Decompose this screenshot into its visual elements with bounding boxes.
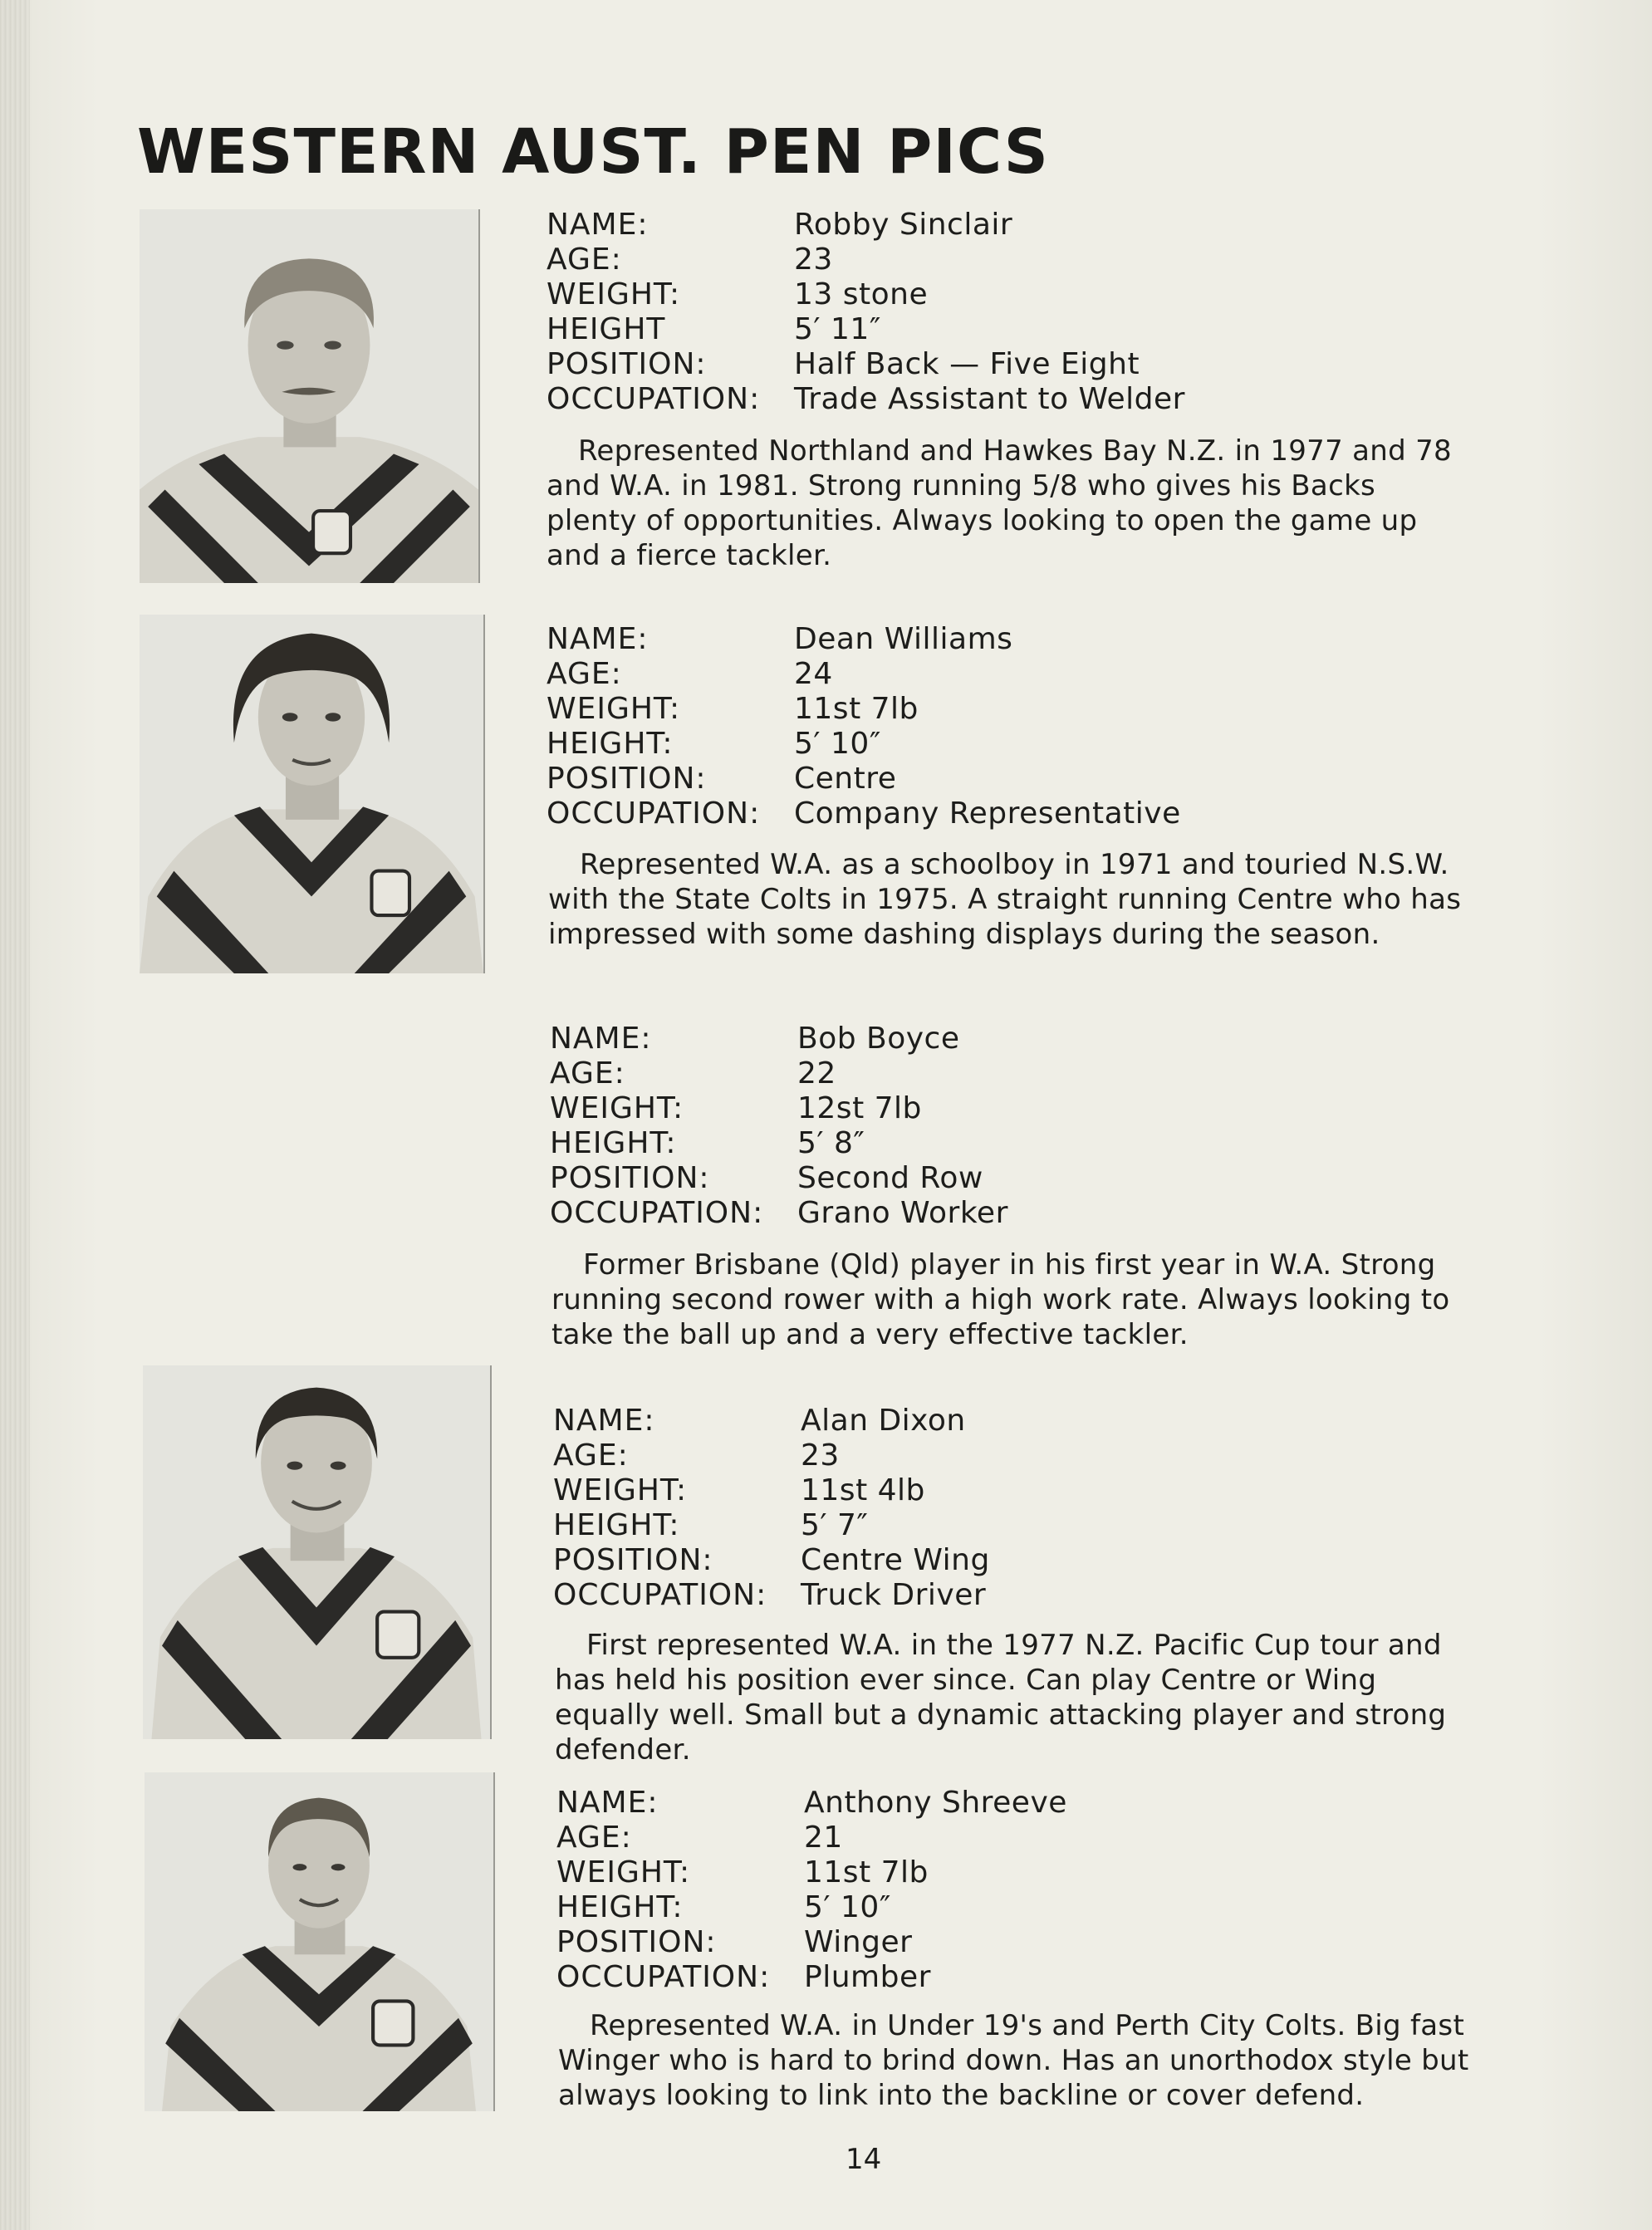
player-stats xyxy=(550,1022,1008,1231)
player-occupation: Truck Driver xyxy=(801,1578,987,1612)
stat-row-weight xyxy=(556,1855,1067,1890)
player-stats xyxy=(556,1786,1067,1995)
stat-row-weight xyxy=(553,1473,990,1508)
player-weight: 11st 7lb xyxy=(794,692,919,726)
stat-label: AGE: xyxy=(547,657,622,691)
player-name: Bob Boyce xyxy=(797,1022,960,1056)
player-portrait-image xyxy=(140,615,483,973)
stat-row-position xyxy=(556,1925,1067,1960)
stat-row-height xyxy=(547,312,1185,347)
stat-label: AGE: xyxy=(553,1438,629,1473)
player-height: 5′ 8″ xyxy=(797,1126,865,1160)
stat-label: WEIGHT: xyxy=(553,1473,688,1507)
player-height: 5′ 11″ xyxy=(794,312,881,346)
stat-label: WEIGHT: xyxy=(556,1855,691,1889)
player-weight: 13 stone xyxy=(794,277,929,311)
stat-row-position xyxy=(547,347,1185,382)
stat-label: POSITION: xyxy=(550,1161,710,1195)
stat-label: OCCUPATION: xyxy=(553,1578,767,1612)
stat-row-height xyxy=(547,727,1181,762)
player-stats xyxy=(547,208,1185,417)
player-portrait-image xyxy=(145,1772,493,2111)
player-occupation: Trade Assistant to Welder xyxy=(794,382,1185,416)
stat-label: NAME: xyxy=(553,1404,655,1438)
player-photo xyxy=(143,1365,492,1739)
stat-label: NAME: xyxy=(550,1022,652,1056)
stat-label: WEIGHT: xyxy=(550,1091,684,1125)
stat-row-occupation xyxy=(550,1196,1008,1231)
stat-row-age xyxy=(547,657,1181,692)
stat-row-position xyxy=(553,1543,990,1578)
player-age: 22 xyxy=(797,1056,836,1090)
player-photo xyxy=(145,1772,495,2111)
player-name: Dean Williams xyxy=(794,622,1013,656)
player-bio: Represented W.A. in Under 19's and Perth City Colts. Big fast Winger who is hard to brind down. Has an unorthodox style but always looking to link into the backline or cover defend. xyxy=(558,2009,1469,2112)
player-photo xyxy=(140,209,480,583)
stat-row-name xyxy=(556,1786,1067,1821)
stat-row-occupation xyxy=(547,796,1181,831)
player-position: Winger xyxy=(804,1925,913,1959)
player-height: 5′ 7″ xyxy=(801,1508,869,1542)
stat-label: HEIGHT: xyxy=(547,727,674,761)
stat-label: NAME: xyxy=(547,622,649,656)
stat-row-name xyxy=(553,1404,990,1438)
stat-row-age xyxy=(556,1821,1067,1855)
stat-label: WEIGHT: xyxy=(547,692,681,726)
player-bio: First represented W.A. in the 1977 N.Z. Pacific Cup tour and has held his position ever since. Can play Centre or Wing equally well. Small but a dynamic attacking player and strong defender. xyxy=(555,1629,1447,1767)
stat-row-age xyxy=(553,1438,990,1473)
player-age: 23 xyxy=(801,1438,840,1473)
player-weight: 12st 7lb xyxy=(797,1091,922,1125)
stat-row-age xyxy=(550,1056,1008,1091)
player-name: Alan Dixon xyxy=(801,1404,966,1438)
stat-label: POSITION: xyxy=(547,762,707,796)
stat-row-name xyxy=(547,208,1185,243)
player-age: 21 xyxy=(804,1821,843,1855)
stat-label: HEIGHT: xyxy=(556,1890,684,1924)
stat-label: AGE: xyxy=(550,1056,625,1090)
player-height: 5′ 10″ xyxy=(804,1890,891,1924)
player-age: 23 xyxy=(794,243,833,277)
player-portrait-image xyxy=(140,209,478,583)
page-title: WESTERN AUST. PEN PICS xyxy=(137,116,1049,188)
player-bio: Former Brisbane (Qld) player in his first year in W.A. Strong running second rower with a high work rate. Always looking to take the ball up and a very effective tackler. xyxy=(551,1248,1450,1351)
player-height: 5′ 10″ xyxy=(794,727,881,761)
stat-label: NAME: xyxy=(556,1786,659,1820)
stat-label: HEIGHT: xyxy=(553,1508,680,1542)
stat-row-position xyxy=(547,762,1181,796)
stat-label: OCCUPATION: xyxy=(547,796,761,831)
stat-row-weight xyxy=(550,1091,1008,1126)
player-weight: 11st 4lb xyxy=(801,1473,925,1507)
player-occupation: Grano Worker xyxy=(797,1196,1008,1230)
stat-label: OCCUPATION: xyxy=(550,1196,764,1230)
stat-row-weight xyxy=(547,277,1185,312)
stat-label: HEIGHT: xyxy=(550,1126,677,1160)
player-stats xyxy=(547,622,1181,831)
stat-label: NAME: xyxy=(547,208,649,242)
stat-label: POSITION: xyxy=(553,1543,713,1577)
stat-row-occupation xyxy=(556,1960,1067,1995)
page-number: 14 xyxy=(846,2143,882,2176)
player-position: Centre xyxy=(794,762,897,796)
stat-row-name xyxy=(550,1022,1008,1056)
player-name: Anthony Shreeve xyxy=(804,1786,1067,1820)
stat-row-age xyxy=(547,243,1185,277)
stat-row-occupation xyxy=(547,382,1185,417)
stat-label: OCCUPATION: xyxy=(556,1960,771,1994)
stat-row-height xyxy=(556,1890,1067,1925)
stat-label: HEIGHT xyxy=(547,312,666,346)
player-photo xyxy=(140,615,485,973)
stat-label: OCCUPATION: xyxy=(547,382,761,416)
player-age: 24 xyxy=(794,657,833,691)
player-bio: Represented W.A. as a schoolboy in 1971 and touried N.S.W. with the State Colts in 1975. A straight running Centre who has impressed with some dashing displays during the season. xyxy=(548,848,1462,951)
stat-label: AGE: xyxy=(556,1821,632,1855)
stat-row-weight xyxy=(547,692,1181,727)
player-stats xyxy=(553,1404,990,1613)
player-position: Half Back — Five Eight xyxy=(794,347,1140,381)
stat-row-height xyxy=(553,1508,990,1543)
player-weight: 11st 7lb xyxy=(804,1855,929,1889)
stat-label: AGE: xyxy=(547,243,622,277)
player-bio: Represented Northland and Hawkes Bay N.Z. in 1977 and 78 and W.A. in 1981. Strong running 5/8 who gives his Backs plenty of opportunities. Always looking to open the game up and a fierce tackler. xyxy=(547,434,1452,572)
stat-row-name xyxy=(547,622,1181,657)
player-occupation: Plumber xyxy=(804,1960,931,1994)
stat-row-position xyxy=(550,1161,1008,1196)
player-position: Second Row xyxy=(797,1161,983,1195)
player-position: Centre Wing xyxy=(801,1543,990,1577)
player-portrait-image xyxy=(143,1365,490,1739)
stat-label: WEIGHT: xyxy=(547,277,681,311)
stat-row-occupation xyxy=(553,1578,990,1613)
stat-label: POSITION: xyxy=(556,1925,717,1959)
player-name: Robby Sinclair xyxy=(794,208,1013,242)
player-occupation: Company Representative xyxy=(794,796,1181,831)
page-edge-shadow xyxy=(0,0,30,2230)
stat-label: POSITION: xyxy=(547,347,707,381)
stat-row-height xyxy=(550,1126,1008,1161)
